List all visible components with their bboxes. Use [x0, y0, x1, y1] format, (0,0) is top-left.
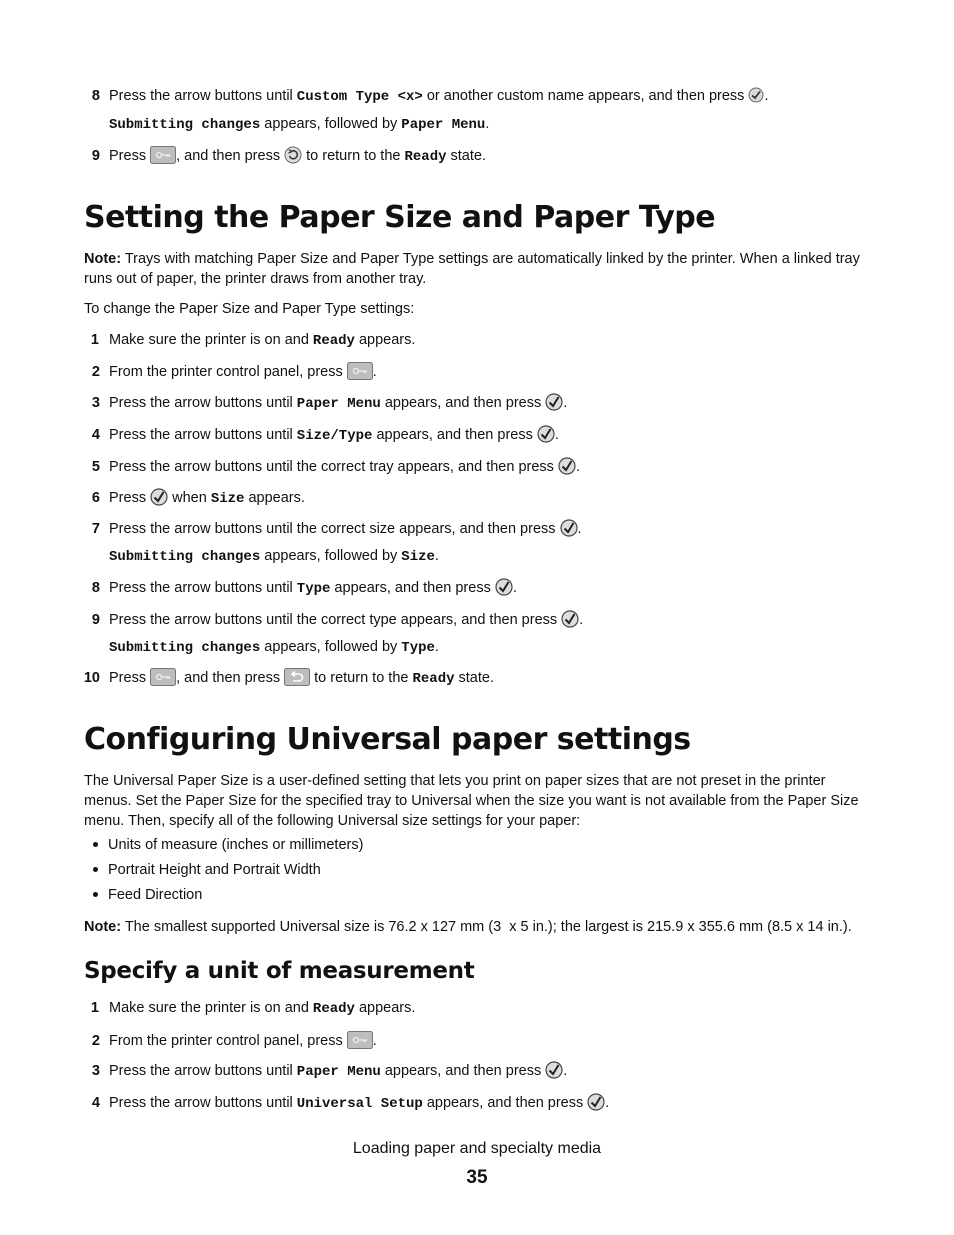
check-button-icon	[150, 488, 168, 506]
check-button-icon	[748, 87, 764, 103]
display-text: Custom Type <x>	[296, 89, 423, 105]
home-button-icon	[284, 146, 302, 164]
back-button-icon	[284, 668, 310, 686]
step-7-result: Submitting changes appears, followed by Size.	[109, 548, 439, 565]
step-8-top-result: Submitting changes appears, followed by Paper Menu.	[109, 116, 490, 133]
note-linked-trays: Note: Trays with matching Paper Size and Paper Type settings are automatically linked by the printer. When a linked tray runs out of paper, the printer draws from another tray.	[84, 251, 860, 287]
step-number: 8	[91, 88, 100, 104]
check-button-icon	[561, 610, 579, 628]
intro-text: To change the Paper Size and Paper Type settings:	[84, 301, 415, 317]
key-menu-button-icon	[150, 668, 176, 686]
bullet-item: Feed Direction	[93, 885, 202, 905]
bullet-item: Units of measure (inches or millimeters)	[93, 835, 363, 855]
footer-chapter: Loading paper and specialty media	[352, 1140, 602, 1157]
check-button-icon	[537, 425, 555, 443]
check-button-icon	[545, 393, 563, 411]
key-menu-button-icon	[347, 1031, 373, 1049]
step-number: 9	[91, 148, 100, 164]
note-universal-size: Note: The smallest supported Universal size is 76.2 x 127 mm (3 x 5 in.); the largest is 215.9 x 355.6 mm (8.5 x 14 in.).	[84, 919, 852, 935]
key-menu-button-icon	[150, 146, 176, 164]
key-menu-button-icon	[347, 362, 373, 380]
subsection-title-unit: Specify a unit of measurement	[84, 958, 475, 984]
step-9-result: Submitting changes appears, followed by Type.	[109, 639, 439, 656]
check-button-icon	[558, 457, 576, 475]
check-button-icon	[545, 1061, 563, 1079]
check-button-icon	[495, 578, 513, 596]
manual-page: 8 Press the arrow buttons until Custom Type <x> or another custom name appears, and then press . Submitting changes appears, followed by Paper Menu. 9 Press , and then press to return to the Ready state. Setting the Paper Size and Paper Type Note: Trays with matching Paper Size and Paper Type settings are automatically linked by the printer. When a linked tray runs out of paper, the printer draws from another tray. To change the Paper Size and Paper Type settings: 1 Make sure the printer is on and Ready appears. 2 From the printer control panel, press . 3 Press the arrow buttons until Paper Menu appears, and then press . 4 Press the arrow buttons until Size/Type appears, and then press . 5 Press the arrow buttons until the correct tray appears, and then press . 6 Press when Size appears. 7 Press the arrow buttons until the correct size appears, and then press . Submitting changes appears, followed by Size. 8 Press the arrow buttons until Type appears, and then press . 9 Press the arrow buttons until the correct type appears, and then press . Submitting changes appears, followed by Type. 10 Press , and then press to return to the Ready state. Configuring Universal paper settings The Universal Paper Size is a user-defined setting that lets you print on paper sizes that are not preset in the printer menus. Set the Paper Size for the specified tray to Universal when the size you want is not available from the Paper Size menu. Then, specify all of the following Universal size settings for your paper: Units of measure (inches or millimeters) Portrait Height and Portrait Width Feed Direction Note: The smallest supported Universal size is 76.2 x 127 mm (3 x 5 in.); the largest is 215.9 x 355.6 mm (8.5 x 14 in.). Specify a unit of measurement 1 Make sure the printer is on and Ready appears. 2 From the printer control panel, press . 3 Press the arrow buttons until Paper Menu appears, and then press . 4 Press the arrow buttons until Universal Setup appears, and then press . Loading paper and specialty media 35	[0, 0, 954, 1235]
page-number: 35	[466, 1167, 488, 1188]
section-title-universal-settings: Configuring Universal paper settings	[84, 722, 691, 757]
universal-intro: The Universal Paper Size is a user-defined setting that lets you print on paper sizes that are not preset in the printer menus. Set the Paper Size for the specified tray to Universal when the size you want is not available from the Paper Size menu. Then, specify all of the following Universal size settings for your paper:	[84, 773, 859, 829]
check-button-icon	[587, 1093, 605, 1111]
check-button-icon	[560, 519, 578, 537]
bullet-item: Portrait Height and Portrait Width	[93, 860, 321, 880]
section-title-paper-size-type: Setting the Paper Size and Paper Type	[84, 200, 716, 235]
